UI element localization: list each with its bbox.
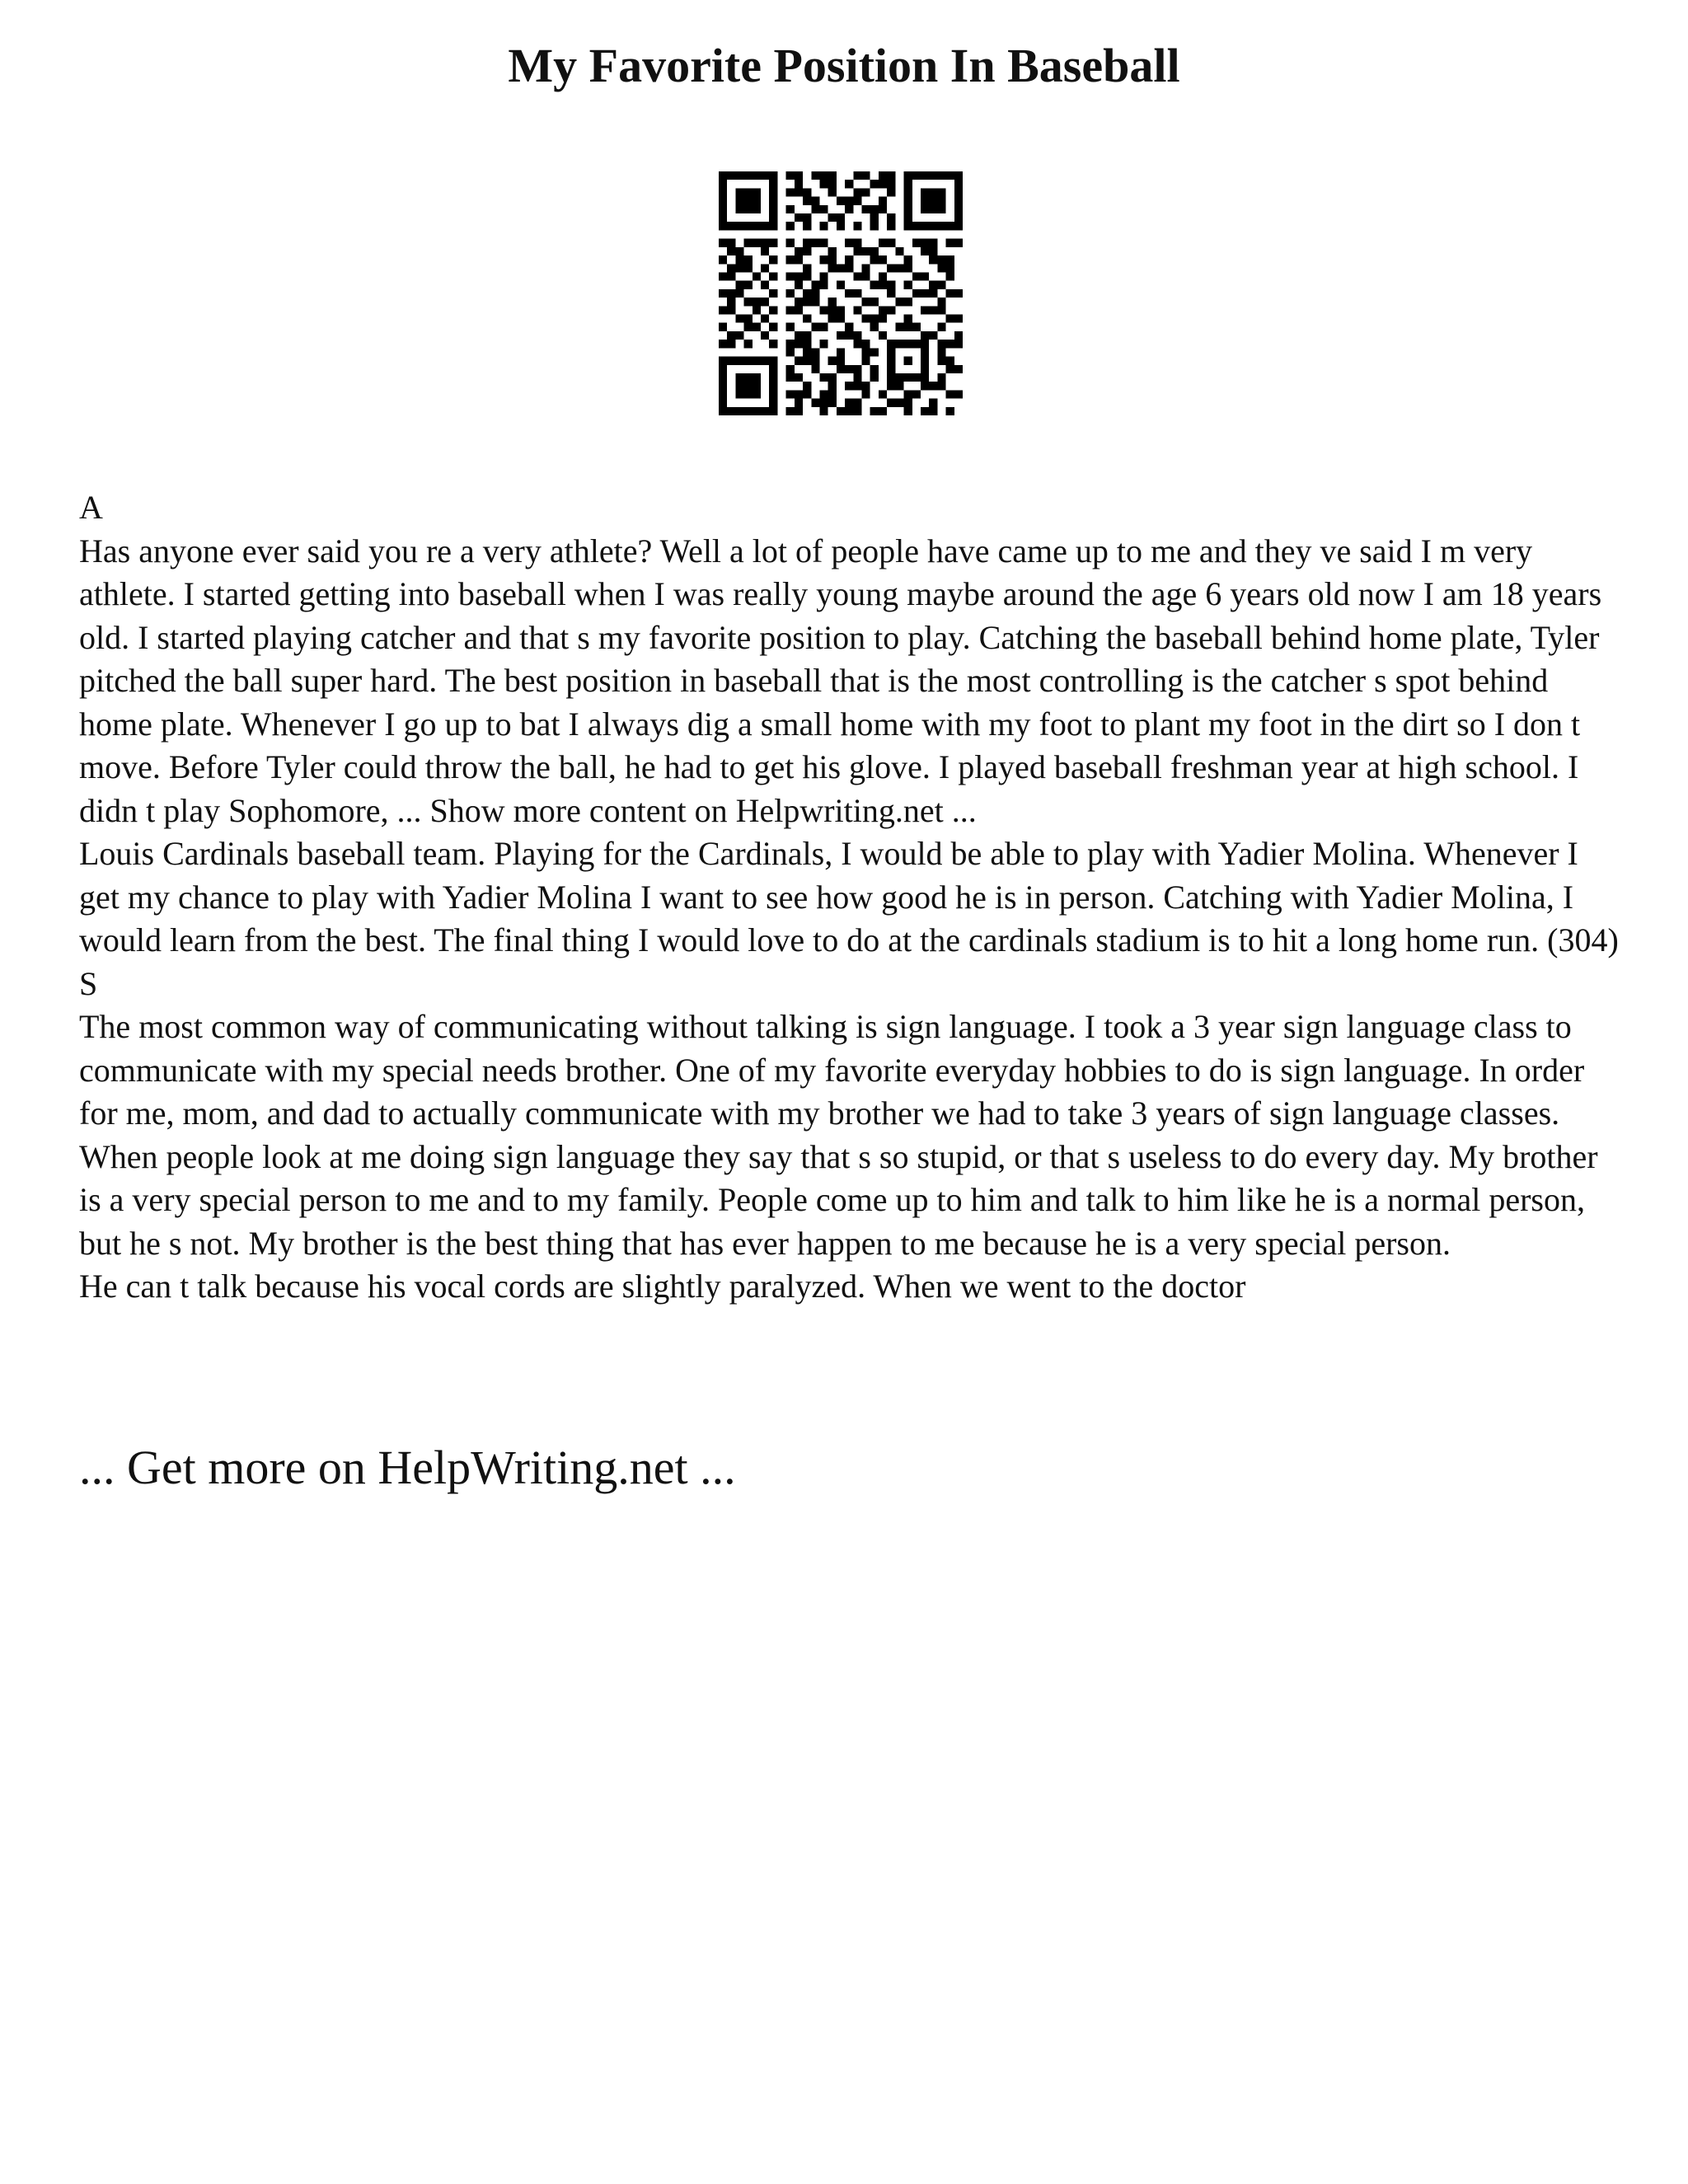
paragraph-0: A <box>79 489 103 526</box>
paragraph-2: Louis Cardinals baseball team. Playing for the Cardinals, I would be able to play with Yadier Molina. Whenever I get my chance to play with Yadier Molina I want to see how good he is in person. Catching with Yadier Molina, I would learn from the best. The final thing I would love to do at the cardinals stadium is to hit a long home run. (304) S <box>79 835 1619 1002</box>
paragraph-1: Has anyone ever said you re a very athlete? Well a lot of people have came up to me and they ve said I m very athlete. I started getting into baseball when I was really young maybe around the age 6 years old now I am 18 years old. I started playing catcher and that s my favorite position to play. Catching the baseball behind home plate, Tyler pitched the ball super hard. The best position in baseball that is the most controlling is the catcher s spot behind home plate. Whenever I go up to bat I always dig a small home with my foot to plant my foot in the dirt so I don t move. Before Tyler could throw the ball, he had to get his glove. I played baseball freshman year at high school. I didn t play Sophomore, ... Show more content on Helpwriting.net ... <box>79 532 1602 829</box>
qr-code-icon <box>719 171 963 415</box>
get-more-link[interactable]: ... Get more on HelpWriting.net ... <box>79 1441 736 1494</box>
paragraph-3: The most common way of communicating without talking is sign language. I took a 3 year sign language class to communicate with my special needs brother. One of my favorite everyday hobbies to do is sign language. In order for me, mom, and dad to actually communicate with my brother we had to take 3 years of sign language classes. When people look at me doing sign language they say that s so stupid, or that s useless to do every day. My brother is a very special person to me and to my family. People come up to him and talk to him like he is a normal person, but he s not. My brother is the best thing that has ever happen to me because he is a very special person. <box>79 1008 1598 1262</box>
document-title: My Favorite Position In Baseball <box>508 39 1180 92</box>
essay-body <box>79 486 1620 1309</box>
paragraph-4: He can t talk because his vocal cords are slightly paralyzed. When we went to the doctor <box>79 1268 1246 1305</box>
